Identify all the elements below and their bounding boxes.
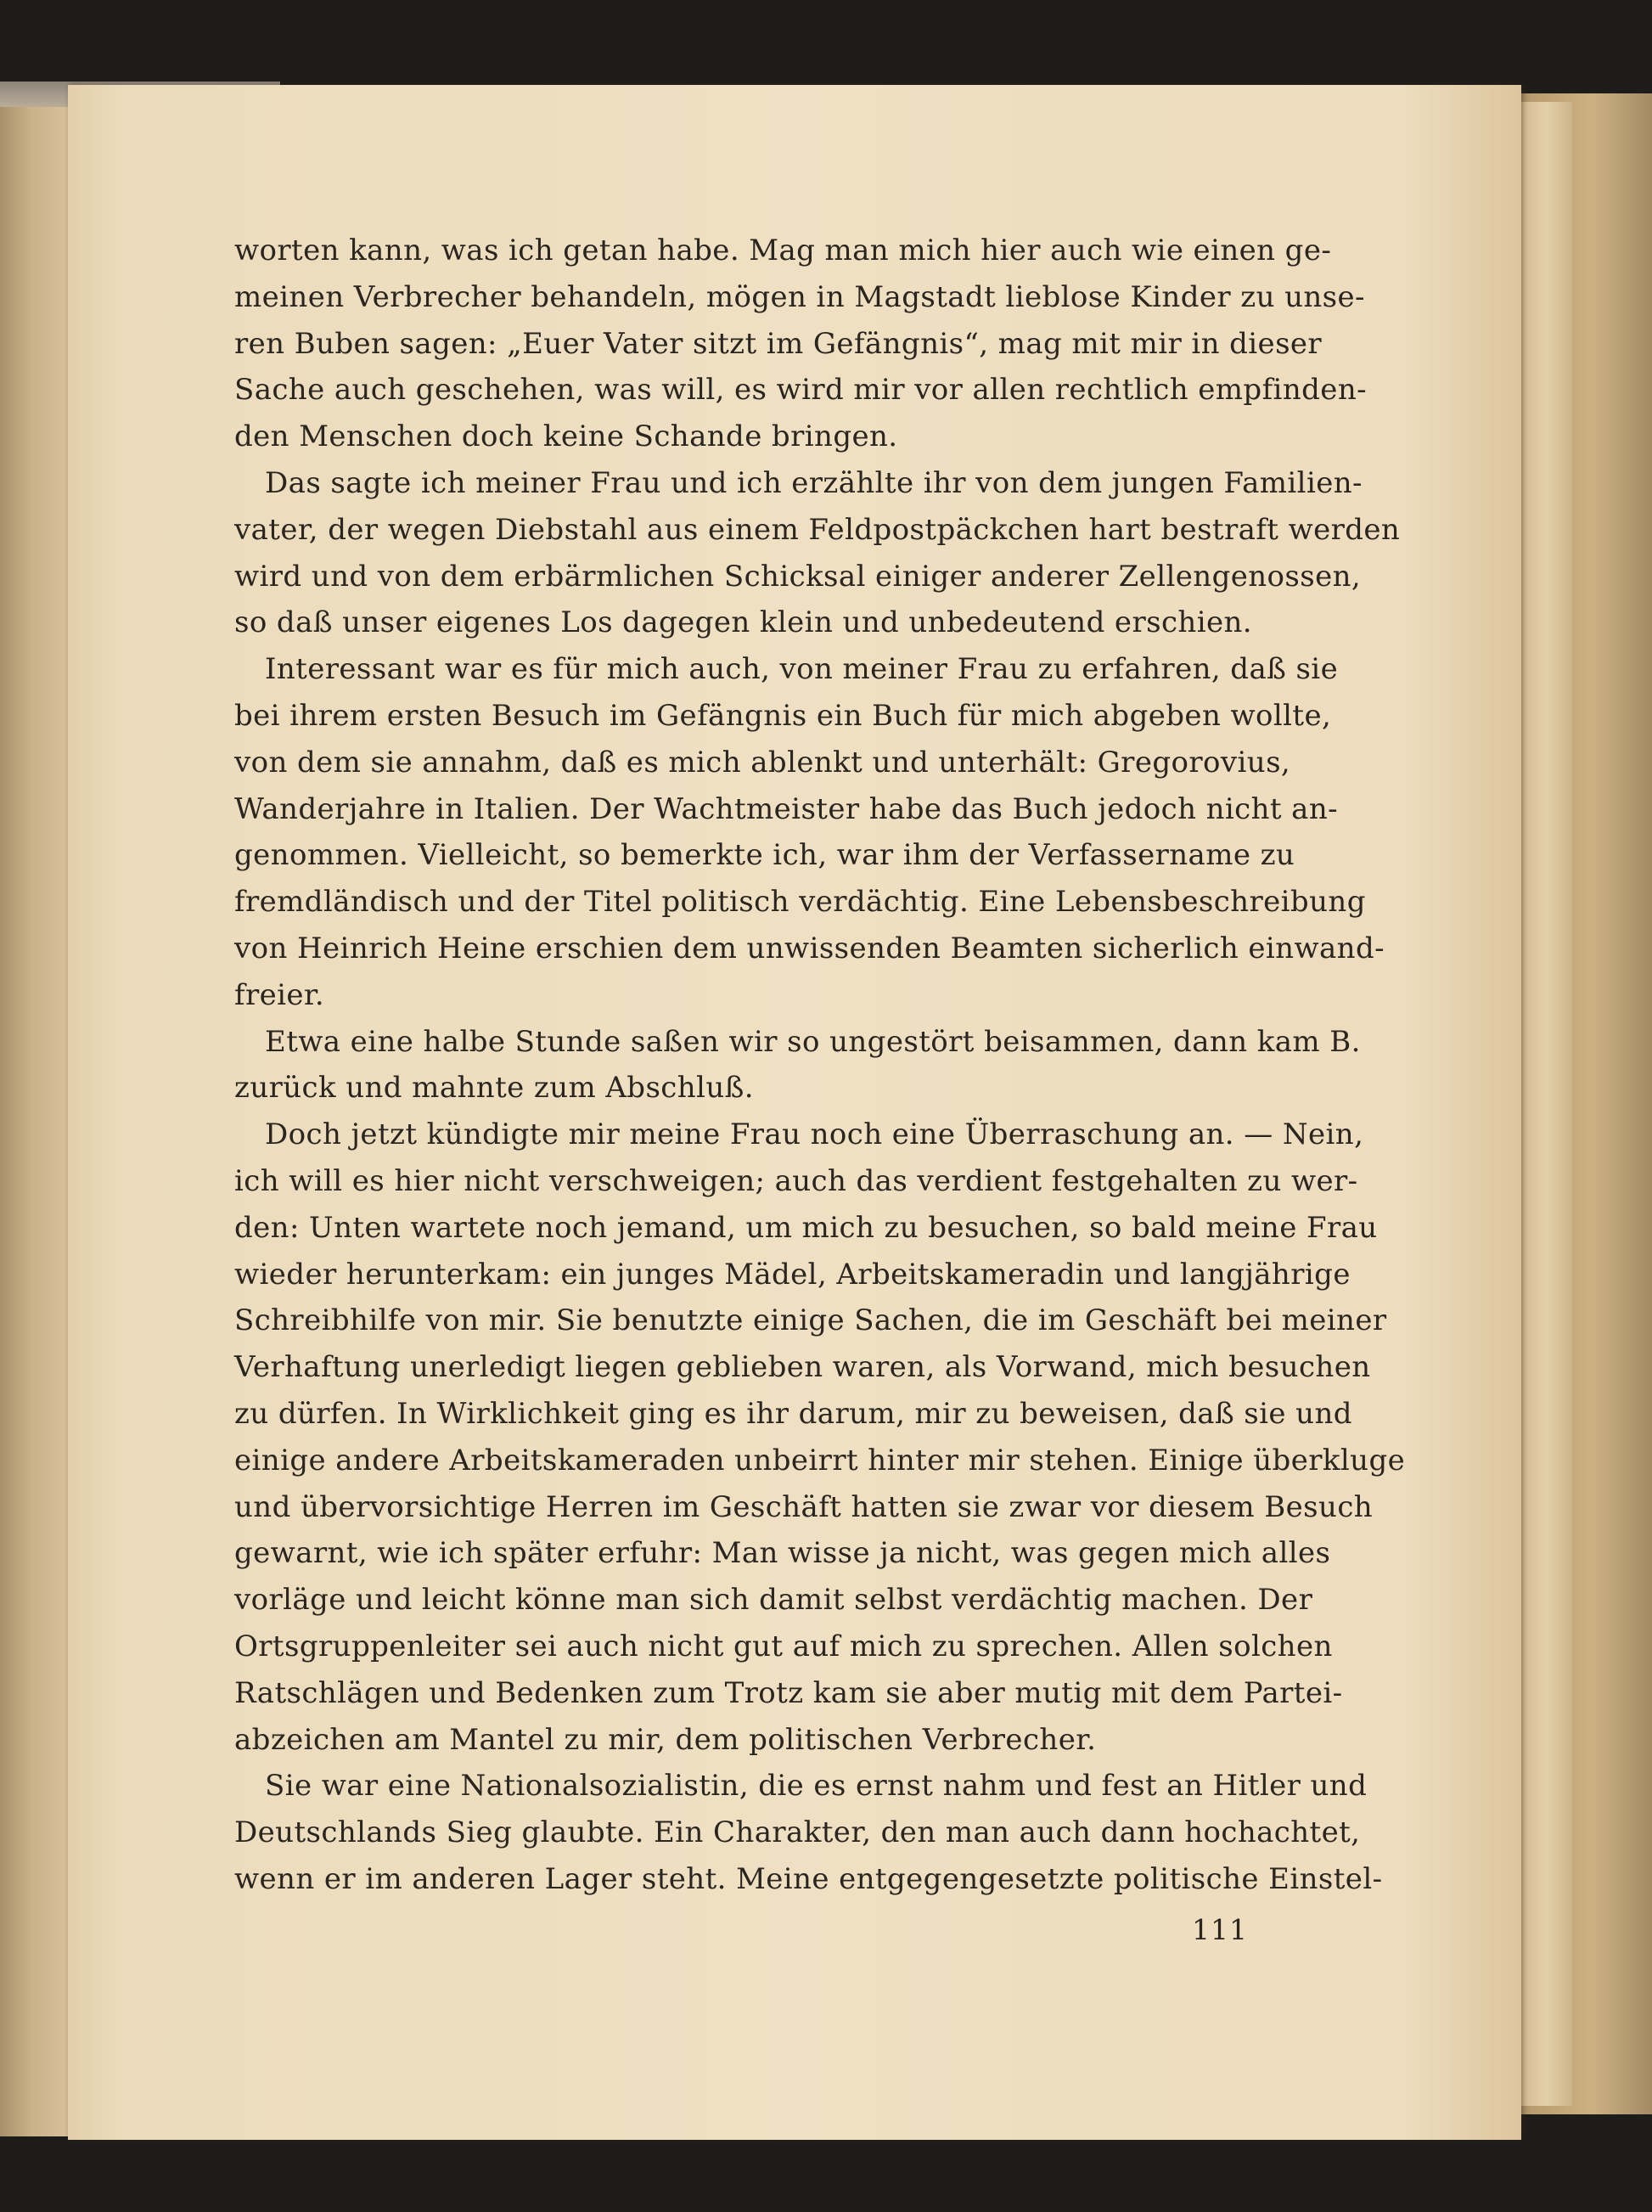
text-line: Wanderjahre in Italien. Der Wachtmeister habe das Buch jedoch nicht an- [234,791,1339,826]
text-line: von Heinrich Heine erschien dem unwissenden Beamten sicherlich einwand- [234,931,1385,965]
text-line: zu dürfen. In Wirklichkeit ging es ihr darum, mir zu beweisen, daß sie und [234,1396,1352,1431]
text-line: Schreibhilfe von mir. Sie benutzte einige Sachen, die im Geschäft bei meiner [234,1303,1387,1338]
text-line: worten kann, was ich getan habe. Mag man mich hier auch wie einen ge- [234,234,1332,267]
text-line: Sache auch geschehen, was will, es wird mir vor allen rechtlich empfinden- [234,373,1368,408]
text-line: Ratschlägen und Bedenken zum Trotz kam sie aber mutig mit dem Partei- [234,1675,1343,1710]
text-line: Doch jetzt kündigte mir meine Frau noch eine Überraschung an. — Nein, [265,1117,1364,1152]
paragraph [234,1112,1406,1763]
text-line: bei ihrem ersten Besuch im Gefängnis ein Buch für mich abgeben wollte, [234,698,1332,733]
text-line: abzeichen am Mantel zu mir, dem politischen Verbrecher. [234,1722,1097,1757]
text-line: wieder herunterkam: ein junges Mädel, Arbeitskameradin und langjährige [234,1257,1351,1292]
underlying-page-edge [1520,102,1572,2106]
text-line: den: Unten wartete noch jemand, um mich zu besuchen, so bald meine Frau [234,1210,1378,1245]
text-line: Deutschlands Sieg glaubte. Ein Charakter, den man auch dann hochachtet, [234,1815,1361,1850]
text-line: Sie war eine Nationalsozialistin, die es ernst nahm und fest an Hitler und [265,1769,1368,1804]
text-line: meinen Verbrecher behandeln, mögen in Magstadt lieblose Kinder zu unse- [234,279,1365,314]
text-line: einige andere Arbeitskameraden unbeirrt hinter mir stehen. Einige überkluge [234,1443,1406,1477]
text-line: Ortsgruppenleiter sei auch nicht gut auf mich zu sprechen. Allen solchen [234,1629,1333,1663]
text-line: und übervorsichtige Herren im Geschäft hatten sie zwar vor diesem Besuch [234,1489,1374,1524]
text-line: Etwa eine halbe Stunde saßen wir so ungestört beisammen, dann kam B. [265,1024,1361,1059]
text-line: Interessant war es für mich auch, von meiner Frau zu erfahren, daß sie [265,652,1339,687]
paragraph [234,460,1401,646]
body-text [234,228,1406,1903]
paragraph [234,1019,1361,1112]
text-line: zurück und mahnte zum Abschluß. [234,1071,754,1106]
page-number: 111 [1192,1913,1248,1946]
text-line: ren Buben sagen: „Euer Vater sitzt im Gefängnis“, mag mit mir in dieser [234,326,1323,361]
text-line: genommen. Vielleicht, so bemerkte ich, war ihm der Verfassername zu [234,838,1295,873]
text-line: freier. [234,977,325,1012]
text-line: gewarnt, wie ich später erfuhr: Man wisse ja nicht, was gegen mich alles [234,1536,1331,1571]
text-line: wenn er im anderen Lager steht. Meine entgegengesetzte politische Einstel- [234,1861,1383,1896]
text-line: ich will es hier nicht verschweigen; auch das verdient festgehalten zu wer- [234,1163,1358,1198]
text-line: von dem sie annahm, daß es mich ablenkt und unterhält: Gregorovius, [234,745,1291,780]
text-line: Das sagte ich meiner Frau und ich erzählte ihr von dem jungen Familien- [265,465,1363,500]
text-line: vater, der wegen Diebstahl aus einem Feldpostpäckchen hart bestraft werden [234,512,1401,547]
left-page-edge [0,82,70,2136]
paragraph [234,646,1385,1018]
text-line: Verhaftung unerledigt liegen geblieben waren, als Vorwand, mich besuchen [234,1350,1371,1385]
text-line: vorläge und leicht könne man sich damit selbst verdächtig machen. Der [234,1583,1313,1618]
paragraph [234,1763,1383,1902]
text-line: fremdländisch und der Titel politisch verdächtig. Eine Lebensbeschreibung [234,885,1366,920]
text-line: wird und von dem erbärmlichen Schicksal einiger anderer Zellengenossen, [234,559,1362,594]
text-line: den Menschen doch keine Schande bringen. [234,419,898,454]
text-line: so daß unser eigenes Los dagegen klein und unbedeutend erschien. [234,605,1252,640]
paragraph [234,228,1368,460]
